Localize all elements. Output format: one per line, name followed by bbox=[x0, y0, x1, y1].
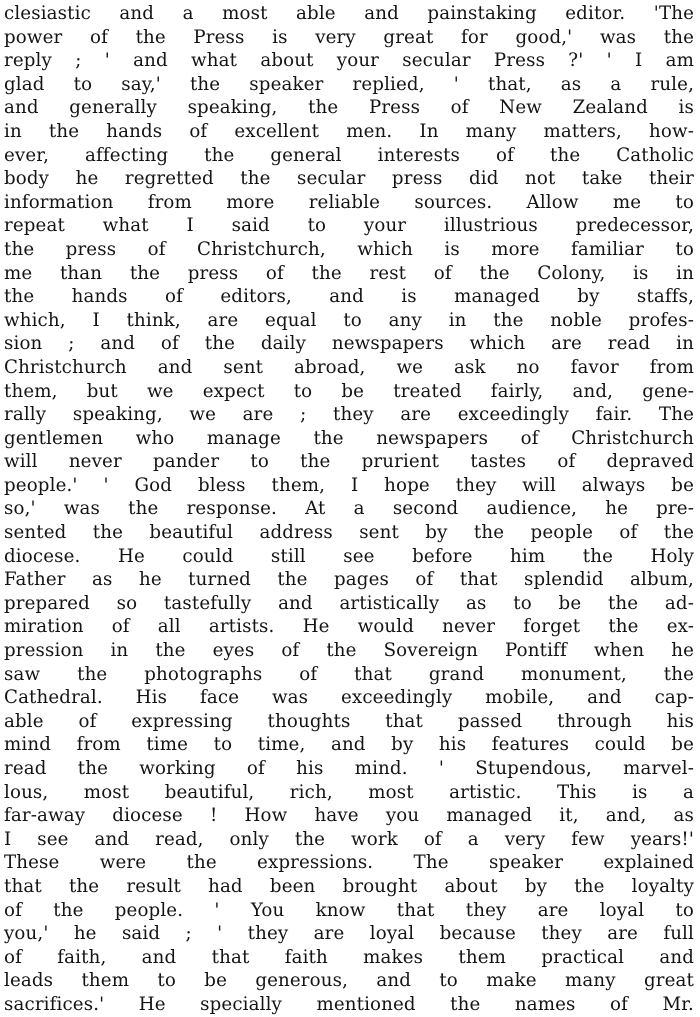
article-line: power of the Press is very great for good,' was the bbox=[4, 26, 694, 48]
article-line: miration of all artists. He would never forget the ex- bbox=[4, 616, 694, 638]
article-line: Cathedral. His face was exceedingly mobile, and cap- bbox=[4, 687, 694, 709]
article-line: in the hands of excellent men. In many matters, how- bbox=[4, 120, 694, 142]
article-line: clesiastic and a most able and painstaking editor. 'The bbox=[4, 3, 694, 24]
article-line: gentlemen who manage the newspapers of Christchurch bbox=[4, 427, 694, 449]
article-line: reply ; ' and what about your secular Press ?' ' I am bbox=[4, 50, 694, 72]
article-line: glad to say,' the speaker replied, ' that, as a rule, bbox=[4, 73, 694, 95]
article-line: which, I think, are equal to any in the noble profes- bbox=[4, 309, 694, 331]
article-line: so,' was the response. At a second audience, he pre- bbox=[4, 498, 694, 520]
article-line: information from more reliable sources. Allow me to bbox=[4, 191, 694, 213]
article-line: Father as he turned the pages of that splendid album, bbox=[4, 569, 694, 591]
article-line: and generally speaking, the Press of New Zealand is bbox=[4, 97, 694, 119]
article-line: mind from time to time, and by his features could be bbox=[4, 734, 694, 756]
article-line: the press of Christchurch, which is more familiar to bbox=[4, 238, 694, 260]
article-line: prepared so tastefully and artistically as to be the ad- bbox=[4, 592, 694, 614]
article-line: able of expressing thoughts that passed through his bbox=[4, 710, 694, 732]
article-line: diocese. He could still see before him the Holy bbox=[4, 545, 694, 567]
article-line: saw the photographs of that grand monument, the bbox=[4, 663, 694, 685]
article-line: ever, affecting the general interests of the Catholic bbox=[4, 144, 694, 166]
article-line: of faith, and that faith makes them practical and bbox=[4, 946, 694, 968]
article-line: These were the expressions. The speaker explained bbox=[4, 852, 694, 874]
article-line: pression in the eyes of the Sovereign Pontiff when he bbox=[4, 640, 694, 662]
article-line: sion ; and of the daily newspapers which are read in bbox=[4, 333, 694, 355]
article-line: sented the beautiful address sent by the people of the bbox=[4, 522, 694, 544]
article-line: them, but we expect to be treated fairly, and, gene- bbox=[4, 380, 694, 402]
article-line: leads them to be generous, and to make many great bbox=[4, 970, 694, 992]
article-line: I see and read, only the work of a very few years!' bbox=[4, 828, 694, 850]
article-line: Christchurch and sent abroad, we ask no favor from bbox=[4, 356, 694, 378]
article-line: that the result had been brought about by the loyalty bbox=[4, 875, 694, 897]
article-line: sacrifices.' He specially mentioned the names of Mr. bbox=[4, 993, 694, 1015]
article-line: the hands of editors, and is managed by staffs, bbox=[4, 286, 694, 308]
article-line: you,' he said ; ' they are loyal because they are full bbox=[4, 923, 694, 945]
article-line: body he regretted the secular press did not take their bbox=[4, 168, 694, 190]
article-line: lous, most beautiful, rich, most artistic. This is a bbox=[4, 781, 694, 803]
article-line: me than the press of the rest of the Colony, is in bbox=[4, 262, 694, 284]
article-line: of the people. ' You know that they are loyal to bbox=[4, 899, 694, 921]
article-line: people.' ' God bless them, I hope they will always be bbox=[4, 474, 694, 496]
article-line: rally speaking, we are ; they are exceedingly fair. The bbox=[4, 404, 694, 426]
article-line: repeat what I said to your illustrious predecessor, bbox=[4, 215, 694, 237]
article-line: far-away diocese ! How have you managed it, and, as bbox=[4, 805, 694, 827]
article-line: will never pander to the prurient tastes of depraved bbox=[4, 451, 694, 473]
article-line: read the working of his mind. ' Stupendous, marvel- bbox=[4, 758, 694, 779]
article-column bbox=[4, 2, 694, 1017]
